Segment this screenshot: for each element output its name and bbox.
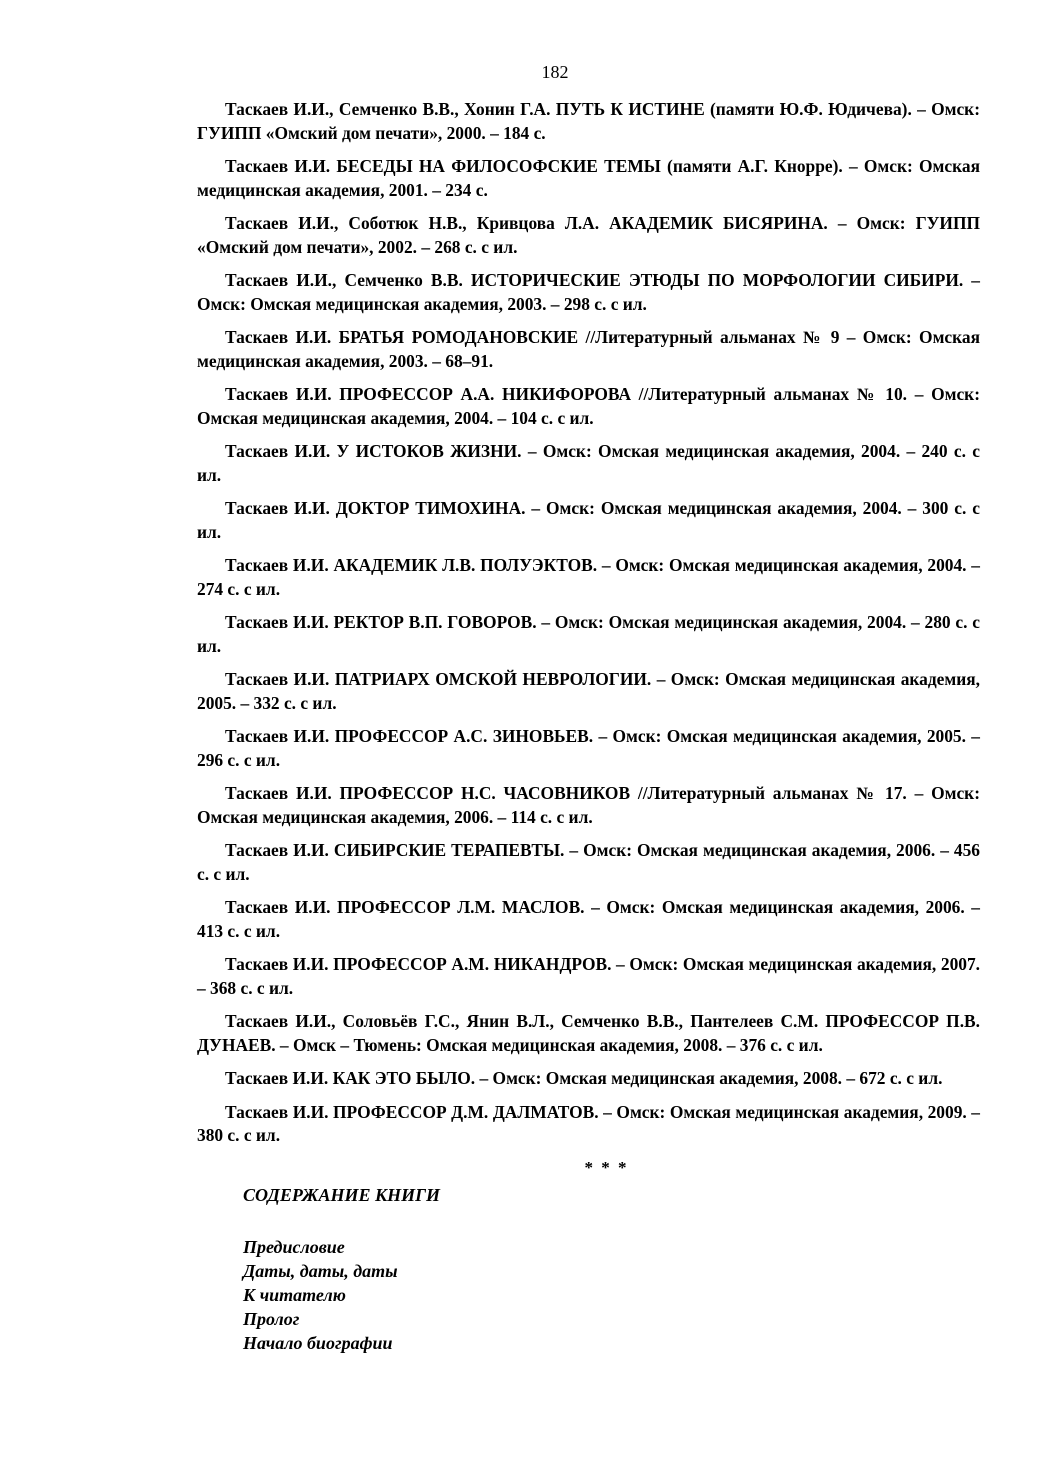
reference-item: Таскаев И.И. ПРОФЕССОР Л.М. МАСЛОВ. – Омск: Омская медицинская академия, 2006. – 413 с. с ил. xyxy=(197,897,980,941)
reference-item: Таскаев И.И., Семченко В.В., Хонин Г.А. ПУТЬ К ИСТИНЕ (памяти Ю.Ф. Юдичева). – Омск: ГУИПП «Омский дом печати», 2000. – 184 с. xyxy=(197,99,980,143)
toc-title: СОДЕРЖАНИЕ КНИГИ xyxy=(243,1185,441,1205)
reference-item: Таскаев И.И. ПРОФЕССОР А.М. НИКАНДРОВ. – Омск: Омская медицинская академия, 2007. – 368 с. с ил. xyxy=(197,954,980,998)
reference-item: Таскаев И.И. БЕСЕДЫ НА ФИЛОСОФСКИЕ ТЕМЫ (памяти А.Г. Кнорре). – Омск: Омская медицинская академия, 2001. – 234 с. xyxy=(197,156,980,200)
reference-item: Таскаев И.И., Соботюк Н.В., Кривцова Л.А. АКАДЕМИК БИСЯРИНА. – Омск: ГУИПП «Омский дом печати», 2002. – 268 с. с ил. xyxy=(197,213,980,257)
reference-item: Таскаев И.И. У ИСТОКОВ ЖИЗНИ. – Омск: Омская медицинская академия, 2004. – 240 с. с ил. xyxy=(197,441,980,485)
reference-item: Таскаев И.И. ПРОФЕССОР А.А. НИКИФОРОВА //Литературный альманах № 10. – Омск: Омская медицинская академия, 2004. – 104 с. с ил. xyxy=(197,384,980,428)
reference-item: Таскаев И.И. ПРОФЕССОР А.С. ЗИНОВЬЕВ. – Омск: Омская медицинская академия, 2005. – 296 с. с ил. xyxy=(197,726,980,770)
reference-item: Таскаев И.И., Соловьёв Г.С., Янин В.Л., Семченко В.В., Пантелеев С.М. ПРОФЕССОР П.В. ДУНАЕВ. – Омск – Тюмень: Омская медицинская академия, 2008. – 376 с. с ил. xyxy=(197,1011,980,1055)
reference-item: Таскаев И.И. ДОКТОР ТИМОХИНА. – Омск: Омская медицинская академия, 2004. – 300 с. с ил. xyxy=(197,498,980,542)
reference-item: Таскаев И.И. ПРОФЕССОР Н.С. ЧАСОВНИКОВ //Литературный альманах № 17. – Омск: Омская медицинская академия, 2006. – 114 с. с ил. xyxy=(197,783,980,827)
toc-item: Предисловие xyxy=(243,1237,345,1257)
toc-list xyxy=(243,1235,398,1355)
reference-item: Таскаев И.И. АКАДЕМИК Л.В. ПОЛУЭКТОВ. – Омск: Омская медицинская академия, 2004. – 274 с. с ил. xyxy=(197,555,980,599)
toc-item: К читателю xyxy=(243,1285,346,1305)
reference-item: Таскаев И.И. РЕКТОР В.П. ГОВОРОВ. – Омск: Омская медицинская академия, 2004. – 280 с. с ил. xyxy=(197,612,980,656)
toc-item: Даты, даты, даты xyxy=(243,1261,398,1281)
reference-list xyxy=(197,98,980,1158)
reference-item: Таскаев И.И. КАК ЭТО БЫЛО. – Омск: Омская медицинская академия, 2008. – 672 с. с ил. xyxy=(225,1068,943,1088)
toc-item: Начало биографии xyxy=(243,1333,393,1353)
page-number: 182 xyxy=(541,62,569,82)
reference-item: Таскаев И.И. СИБИРСКИЕ ТЕРАПЕВТЫ. – Омск: Омская медицинская академия, 2006. – 456 с. с ил. xyxy=(197,840,980,884)
section-separator: * * * xyxy=(584,1158,629,1177)
reference-item: Таскаев И.И. БРАТЬЯ РОМОДАНОВСКИЕ //Литературный альманах № 9 – Омск: Омская медицинская академия, 2003. – 68–91. xyxy=(197,327,980,371)
reference-item: Таскаев И.И., Семченко В.В. ИСТОРИЧЕСКИЕ ЭТЮДЫ ПО МОРФОЛОГИИ СИБИРИ. – Омск: Омская медицинская академия, 2003. – 298 с. с ил. xyxy=(197,270,980,314)
toc-item: Пролог xyxy=(243,1309,300,1329)
reference-item: Таскаев И.И. ПРОФЕССОР Д.М. ДАЛМАТОВ. – Омск: Омская медицинская академия, 2009. – 380 с. с ил. xyxy=(197,1101,980,1145)
reference-item: Таскаев И.И. ПАТРИАРХ ОМСКОЙ НЕВРОЛОГИИ. – Омск: Омская медицинская академия, 2005. – 332 с. с ил. xyxy=(197,669,980,713)
